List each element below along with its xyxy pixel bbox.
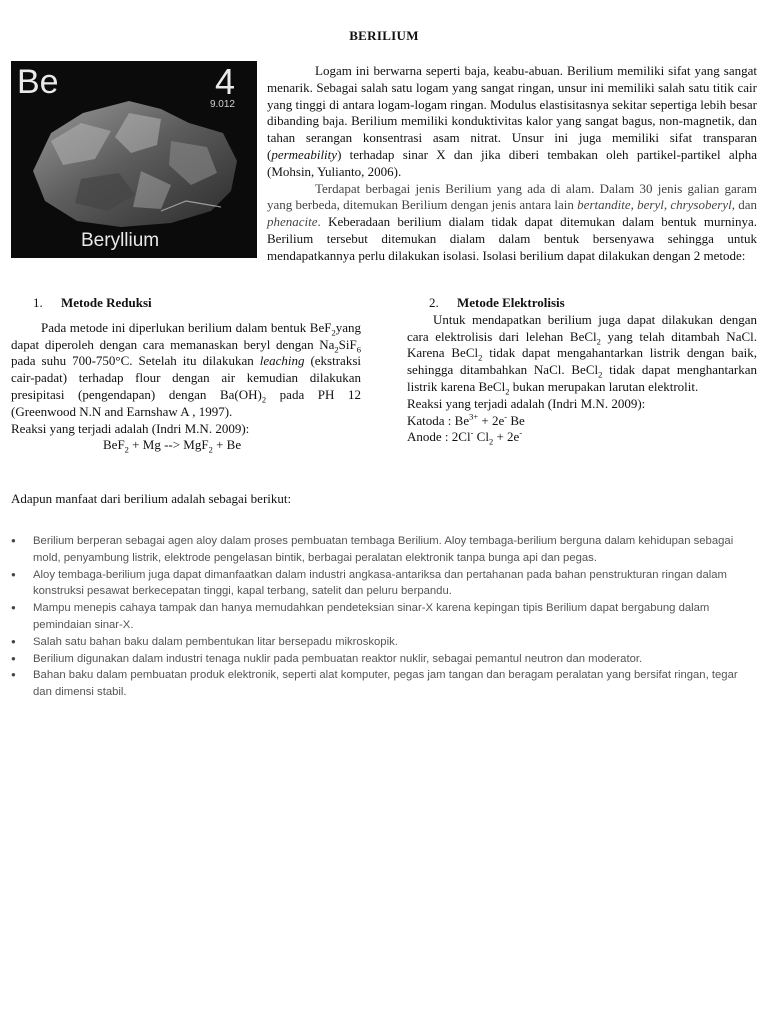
method-elektrolisis-section	[407, 295, 757, 446]
method-elektrolisis-body: Untuk mendapatkan berilium juga dapat dilakukan dengan cara elektrolisis dari lelehan BeCl$_2$ yang telah ditambah NaCl. Karena BeCl$_2$ tidak dapat mengahantarkan listrik dengan baik, sehingga ditambahkan NaCl. BeCl$_2$ tidak dapat menghantarkan listrik karena BeCl$_2$ bukan merupakan larutan elektrolit.	[407, 311, 757, 397]
element-name: Beryllium	[81, 230, 160, 251]
method-reduksi-heading: 1. Metode Reduksi	[33, 295, 152, 310]
method-reduksi-body: Pada metode ini diperlukan berilium dalam bentuk BeF$_2$yang dapat diperoleh dengan cara memanaskan beryl dengan $Na_2SiF_6$ pada suhu 700-750°C. Setelah itu dilakukan leaching (ekstraksi cair-padat) terhadap flour dengan air kemudian dilakukan presipitasi (pengendapan) dengan $Ba(OH)_2$ pada PH 12 (Greenwood N.N and Earnshaw A , 1997).	[11, 319, 361, 419]
method-elektrolisis-reaction-label: Reaksi yang terjadi adalah (Indri M.N. 2009):	[407, 395, 646, 411]
list-item: ● Aloy tembaga-berilium juga dapat dimanfaatkan dalam industri angkasa-antariksa dan pertahanan pada bahan penstrukturan ringan dalam konstruksi pesawat berkecepatan tinggi, kapal terbang, satelit dan peluru berpandu.	[11, 567, 751, 601]
list-item: ● Bahan baku dalam pembuatan produk elektronik, seperti alat komputer, pegas jam tangan dan beragam peralatan yang bersifat ringan, tegar dan dimensi stabil.	[11, 667, 751, 701]
method-reduksi-section	[11, 295, 361, 454]
intro-paragraph-2: Terdapat berbagai jenis Berilium yang ada di alam. Dalam 30 jenis galian garam yang berbeda, ditemukan Berilium dengan jenis antara lain bertandite, beryl, chrysoberyl, dan phenacite. Keberadaan berilium dialam tidak dapat ditemukan dalam bentuk murninya. Berilium tersebut ditemukan dialam dalam bentuk bersenyawa sehingga untuk mendapatkannya perlu dilakukan isolasi. Isolasi berilium dapat dilakukan dengan 2 metode:	[267, 180, 757, 263]
benefits-list	[11, 533, 751, 701]
list-item: ● Berilium berperan sebagai agen aloy dalam proses pembuatan tembaga Berilium. Aloy tembaga-berilium berguna dalam kehidupan sebagai mold, penyambung listrik, elektrode pengelasan bintik, berbagai peralatan elektronik tanpa bunga api dan pegas.	[11, 533, 751, 567]
element-symbol: Be	[17, 63, 59, 101]
intro-text	[11, 63, 757, 273]
list-item: ● Berilium digunakan dalam industri tenaga nuklir pada pembuatan reaktor nuklir, sebagai pemantul neutron dan moderator.	[11, 651, 751, 668]
method-reduksi-equation: BeF$_2$ + Mg --> MgF$_2$ + Be	[103, 437, 242, 455]
intro-paragraph-1: Logam ini berwarna seperti baja, keabu-abuan. Berilium memiliki sifat yang sangat menarik. Sebagai salah satu logam yang sangat ringan, unsur ini memiliki salah satu titik cair yang tinggi di antara logam-logam ringan. Modulus elastisitasnya sekitar sepertiga lebih besar dibanding baja. Berilium memiliki konduktivitas kalor yang sangat bagus, non-magnetik, dan tahan serangan konsentrasi asam nitrat. Unsur ini juga memiliki sifat transparan (permeability) terhadap sinar X dan jika diberi tembakan oleh partikel-partikel alpha (Mohsin, Yulianto, 2006).	[267, 63, 757, 179]
list-item: ● Salah satu bahan baku dalam pembentukan litar bersepadu mikroskopik.	[11, 634, 751, 651]
atomic-mass: 9.012	[209, 99, 235, 110]
method-reduksi-reaction-label: Reaksi yang terjadi adalah (Indri M.N. 2009):	[11, 420, 250, 436]
benefits-intro: Adapun manfaat dari berilium adalah sebagai berikut:	[11, 491, 292, 506]
katoda-equation: Katoda : $Be^{3+} + 2e^-$ Be	[407, 411, 525, 428]
anode-equation: Anode : 2Cl- $Cl_2 + 2e^-$	[407, 428, 523, 447]
atomic-number: 4	[214, 61, 235, 102]
page-title: BERILIUM	[349, 28, 419, 43]
method-elektrolisis-heading: 2. Metode Elektrolisis	[429, 295, 565, 310]
list-item: ● Mampu menepis cahaya tampak dan hanya memudahkan pendeteksian sinar-X karena kepingan tipis Berilium dapat bergabung dalam pemindaian sinar-X.	[11, 600, 751, 634]
